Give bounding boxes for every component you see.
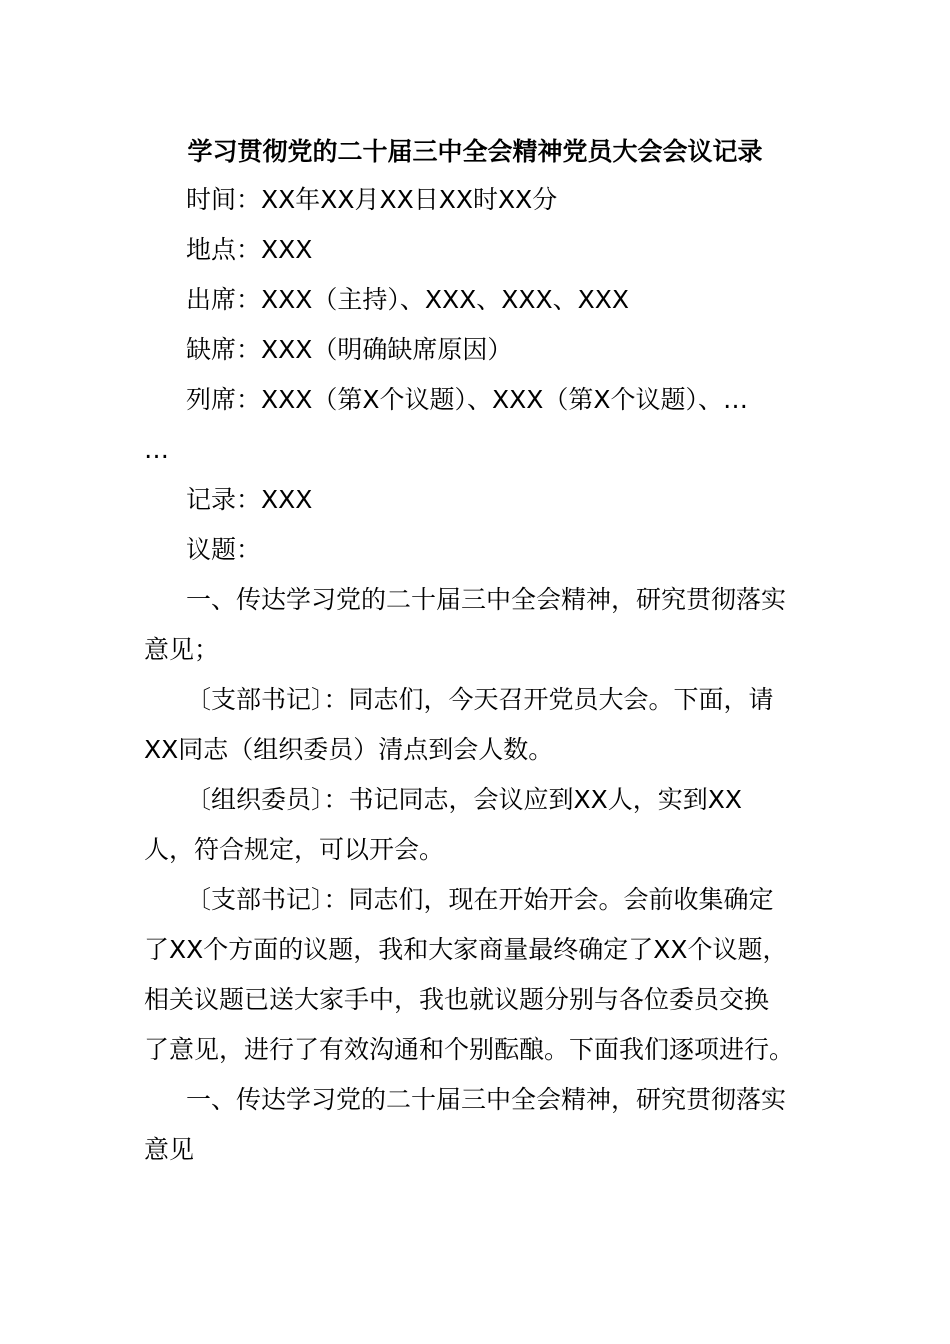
document-title: 学习贯彻党的二十届三中全会精神党员大会会议记录 <box>187 137 763 166</box>
paragraph-2-line2: 人，符合规定，可以开会。 <box>144 835 445 864</box>
agenda-label: 议题： <box>186 535 262 564</box>
meeting-time: 时间：XX年XX月XX日XX时XX分 <box>186 185 558 214</box>
section-heading-line1: 一、传达学习党的二十届三中全会精神，研究贯彻落实 <box>186 1085 787 1114</box>
meeting-recorder: 记录：XXX <box>186 485 313 514</box>
agenda-item-line2: 意见； <box>144 635 220 664</box>
paragraph-1-line2: XX同志（组织委员）清点到会人数。 <box>144 735 554 764</box>
section-heading-line2: 意见 <box>144 1135 195 1164</box>
meeting-present: 出席：XXX（主持）、XXX、XXX、XXX <box>186 285 630 314</box>
meeting-place: 地点：XXX <box>186 235 313 264</box>
meeting-attendees-line2: … <box>144 435 169 464</box>
paragraph-1-line1: 〔支部书记〕：同志们，今天召开党员大会。下面，请 <box>186 685 774 714</box>
paragraph-3-line4: 了意见，进行了有效沟通和个别酝酿。下面我们逐项进行。 <box>144 1035 795 1064</box>
paragraph-3-line1: 〔支部书记〕：同志们，现在开始开会。会前收集确定 <box>186 885 774 914</box>
meeting-attendees-line1: 列席：XXX（第X个议题）、XXX（第X个议题）、… <box>186 385 749 414</box>
paragraph-3-line2: 了XX个方面的议题，我和大家商量最终确定了XX个议题， <box>144 935 788 964</box>
paragraph-2-line1: 〔组织委员〕：书记同志，会议应到XX人，实到XX <box>186 785 743 814</box>
agenda-item-line1: 一、传达学习党的二十届三中全会精神，研究贯彻落实 <box>186 585 787 614</box>
meeting-absent: 缺席：XXX（明确缺席原因） <box>186 335 513 364</box>
paragraph-3-line3: 相关议题已送大家手中，我也就议题分别与各位委员交换 <box>144 985 770 1014</box>
